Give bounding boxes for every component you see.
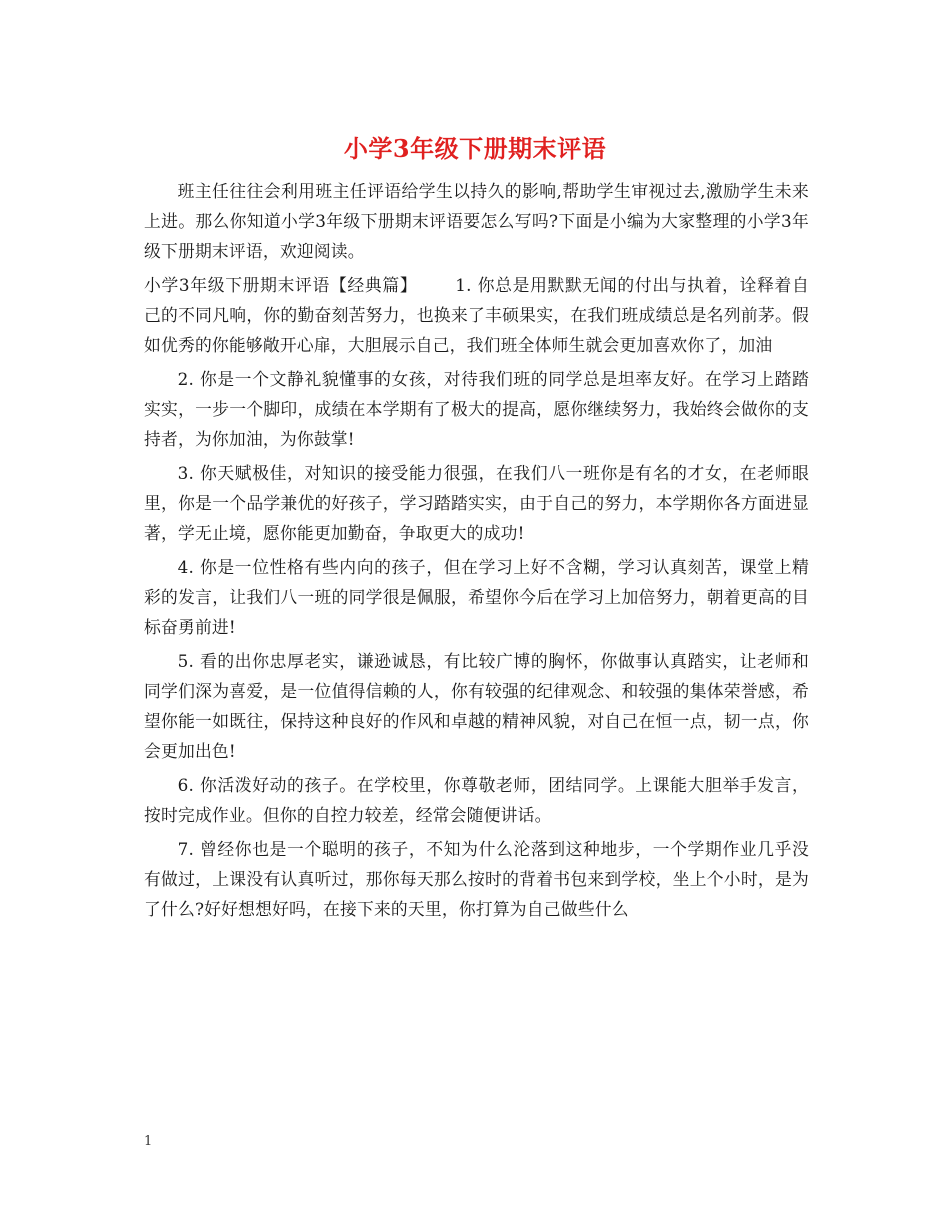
item-paragraph-6: 6. 你活泼好动的孩子。在学校里，你尊敬老师，团结同学。上课能大胆举手发言，按时完成作业。但你的自控力较差，经常会随便讲话。: [144, 775, 809, 825]
intro-paragraph: 班主任往往会利用班主任评语给学生以持久的影响,帮助学生审视过去,激励学生未来上进。那么你知道小学3年级下册期末评语要怎么写吗?下面是小编为大家整理的小学3年级下册期末评语，欢迎阅读。: [144, 181, 809, 261]
item-paragraph-4: 4. 你是一位性格有些内向的孩子，但在学习上好不含糊，学习认真刻苦，课堂上精彩的发言，让我们八一班的同学很是佩服，希望你今后在学习上加倍努力，朝着更高的目标奋勇前进!: [144, 557, 809, 637]
item-paragraph-1: [144, 270, 809, 360]
page-number: 1: [144, 1134, 153, 1149]
item-text-1: 1. 你总是用默默无闻的付出与执着，诠释着自己的不同凡响，你的勤奋刻苦努力，也换来了丰硕果实，在我们班成绩总是名列前茅。假如优秀的你能够敞开心扉，大胆展示自己，我们班全体师生就会更加喜欢你了，加油: [144, 275, 809, 355]
document-title: 小学3年级下册期末评语: [343, 134, 607, 163]
section-heading: 小学3年级下册期末评语【经典篇】: [144, 275, 418, 295]
item-paragraph-5: 5. 看的出你忠厚老实，谦逊诚恳，有比较广博的胸怀，你做事认真踏实，让老师和同学们深为喜爱，是一位值得信赖的人，你有较强的纪律观念、和较强的集体荣誉感，希望你能一如既往，保持这种良好的作风和卓越的精神风貌，对自己在恒一点，韧一点，你会更加出色!: [144, 651, 809, 761]
item-paragraph-7: 7. 曾经你也是一个聪明的孩子，不知为什么沦落到这种地步，一个学期作业几乎没有做过，上课没有认真听过，那你每天那么按时的背着书包来到学校，坐上个小时，是为了什么?好好想想好吗，在接下来的天里，你打算为自己做些什么: [144, 839, 809, 919]
item-paragraph-3: 3. 你天赋极佳，对知识的接受能力很强，在我们八一班你是有名的才女，在老师眼里，你是一个品学兼优的好孩子，学习踏踏实实，由于自己的努力，本学期你各方面进显著，学无止境，愿你能更加勤奋，争取更大的成功!: [144, 463, 809, 543]
item-paragraph-2: 2. 你是一个文静礼貌懂事的女孩，对待我们班的同学总是坦率友好。在学习上踏踏实实，一步一个脚印，成绩在本学期有了极大的提高，愿你继续努力，我始终会做你的支持者，为你加油，为你鼓掌!: [144, 369, 809, 449]
document-body: [144, 172, 809, 924]
